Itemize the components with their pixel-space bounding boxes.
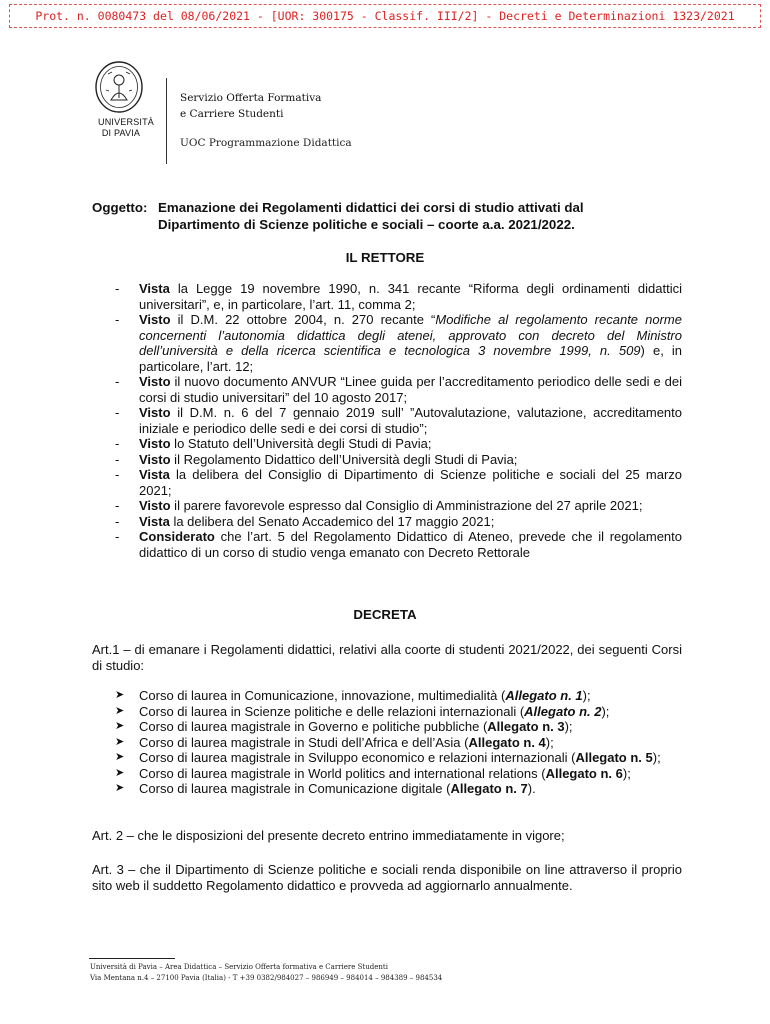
dash-marker: -: [115, 281, 120, 296]
course-item: [115, 766, 682, 782]
consideration-item: [115, 452, 682, 468]
university-name-line1: UNIVERSITÀ: [98, 117, 155, 127]
course-text: Corso di laurea magistrale in Governo e politiche pubbliche (Allegato n. 3);: [139, 719, 573, 734]
course-item: [115, 704, 682, 720]
course-item: [115, 735, 682, 751]
arrow-bullet-icon: ➤: [115, 735, 125, 748]
course-text: Corso di laurea magistrale in Sviluppo economico e relazioni internazionali (Allegato n. 5);: [139, 750, 661, 765]
dash-marker: -: [115, 312, 120, 327]
subject-line2: Dipartimento di Scienze politiche e sociali – coorte a.a. 2021/2022.: [158, 217, 575, 232]
decreta-heading: DECRETA: [353, 607, 417, 622]
arrow-bullet-icon: ➤: [115, 782, 125, 794]
consideration-item: [115, 498, 682, 514]
consideration-item: [115, 374, 682, 405]
subject-label: Oggetto:: [92, 200, 148, 215]
consideration-text: Vista la delibera del Consiglio di Dipartimento di Scienze politiche e sociali del 25 marzo 2021;: [139, 467, 682, 498]
rettore-heading: IL RETTORE: [345, 250, 425, 265]
course-text: Corso di laurea magistrale in Studi dell’Africa e dell’Asia (Allegato n. 4);: [139, 734, 554, 750]
footer: [90, 962, 442, 984]
protocol-stamp: Prot. n. 0080473 del 08/06/2021 - [UOR: 300175 - Classif. III/2] - Decreti e Determinazioni 1323/2021: [9, 4, 761, 28]
consideration-item: [115, 436, 682, 452]
article-3: Art. 3 – che il Dipartimento di Scienze politiche e sociali renda disponibile on line attraverso il proprio sito web il suddetto Regolamento didattico e provveda ad aggiornarlo annualmente.: [92, 862, 682, 893]
service-header: [180, 90, 352, 151]
service-unit: UOC Programmazione Didattica: [180, 137, 352, 149]
consideration-text: Visto il D.M. 22 ottobre 2004, n. 270 recante “Modifiche al regolamento recante norme concernenti l’autonomia didattica degli atenei, approvato con decreto del Ministro dell’università e della ricerca scientifica e tecnologica 3 novembre 1999, n. 509) e, in particolare, l’art. 12;: [139, 312, 682, 374]
dash-marker: -: [115, 513, 120, 529]
arrow-bullet-icon: ➤: [115, 704, 125, 717]
course-text: Corso di laurea magistrale in Comunicazione digitale (Allegato n. 7).: [139, 781, 536, 796]
consideration-text: Considerato che l’art. 5 del Regolamento Didattico di Ateneo, prevede che il regolamento didattico di un corso di studio venga emanato con Decreto Rettorale: [139, 529, 682, 560]
dash-marker: -: [115, 498, 120, 513]
consideration-item: [115, 281, 682, 312]
course-item: [115, 719, 682, 735]
arrow-bullet-icon: ➤: [115, 720, 125, 732]
service-line1: Servizio Offerta Formativa: [180, 92, 322, 104]
dash-marker: -: [115, 436, 120, 451]
dash-marker: -: [115, 529, 120, 544]
dash-marker: -: [115, 467, 120, 482]
service-line2: e Carriere Studenti: [180, 108, 284, 120]
footer-line1: Università di Pavia – Area Didattica – Servizio Offerta formativa e Carriere Studenti: [90, 963, 388, 971]
course-item: [115, 688, 682, 704]
consideration-text: Visto lo Statuto dell’Università degli Studi di Pavia;: [139, 436, 432, 451]
header-divider: [166, 78, 167, 164]
consideration-item: [115, 514, 682, 530]
subject-block: [92, 199, 682, 233]
consideration-text: Visto il Regolamento Didattico dell’Università degli Studi di Pavia;: [139, 451, 518, 467]
consideration-item: [115, 405, 682, 436]
course-item: [115, 750, 682, 766]
dash-marker: -: [115, 405, 120, 420]
footer-rule: [89, 958, 175, 959]
arrow-bullet-icon: ➤: [115, 751, 125, 763]
consideration-item: [115, 529, 682, 560]
course-text: Corso di laurea in Comunicazione, innovazione, multimedialità (Allegato n. 1);: [139, 688, 591, 703]
dash-marker: -: [115, 374, 120, 389]
footer-line2: Via Mentana n.4 – 27100 Pavia (Italia) - T +39 0382/984027 – 986949 – 984014 – 984389 – 984534: [90, 974, 443, 982]
consideration-text: Visto il nuovo documento ANVUR “Linee guida per l’accreditamento periodico delle sedi e dei corsi di studio universitari” del 10 agosto 2017;: [139, 374, 682, 405]
arrow-bullet-icon: ➤: [115, 689, 125, 701]
arrow-bullet-icon: ➤: [115, 766, 125, 779]
subject-line1: Emanazione dei Regolamenti didattici dei corsi di studio attivati dal: [158, 200, 584, 215]
university-name-line2: DI PAVIA: [101, 128, 141, 138]
considerations-list: [115, 281, 682, 560]
consideration-text: Visto il D.M. n. 6 del 7 gennaio 2019 sull’ ”Autovalutazione, valutazione, accreditamento iniziale e periodico delle sedi e dei corsi di studio”;: [139, 405, 682, 436]
consideration-item: [115, 312, 682, 374]
article-2: Art. 2 – che le disposizioni del presente decreto entrino immediatamente in vigore;: [92, 828, 565, 843]
university-name: [98, 117, 155, 139]
dash-marker: -: [115, 451, 120, 467]
consideration-text: Vista la Legge 19 novembre 1990, n. 341 recante “Riforma degli ordinamenti didattici universitari”, e, in particolare, l’art. 11, comma 2;: [139, 281, 682, 312]
article-1: Art.1 – di emanare i Regolamenti didattici, relativi alla coorte di studenti 2021/2022, dei seguenti Corsi di studio:: [92, 642, 682, 673]
consideration-text: Visto il parere favorevole espresso dal Consiglio di Amministrazione del 27 aprile 2021;: [139, 498, 643, 513]
consideration-text: Vista la delibera del Senato Accademico del 17 maggio 2021;: [139, 513, 495, 529]
university-seal-logo: [94, 60, 144, 114]
course-item: [115, 781, 682, 797]
course-text: Corso di laurea magistrale in World politics and international relations (Allegato n. 6);: [139, 765, 631, 781]
consideration-item: [115, 467, 682, 498]
course-text: Corso di laurea in Scienze politiche e delle relazioni internazionali (Allegato n. 2);: [139, 703, 610, 719]
courses-list: [115, 688, 682, 797]
